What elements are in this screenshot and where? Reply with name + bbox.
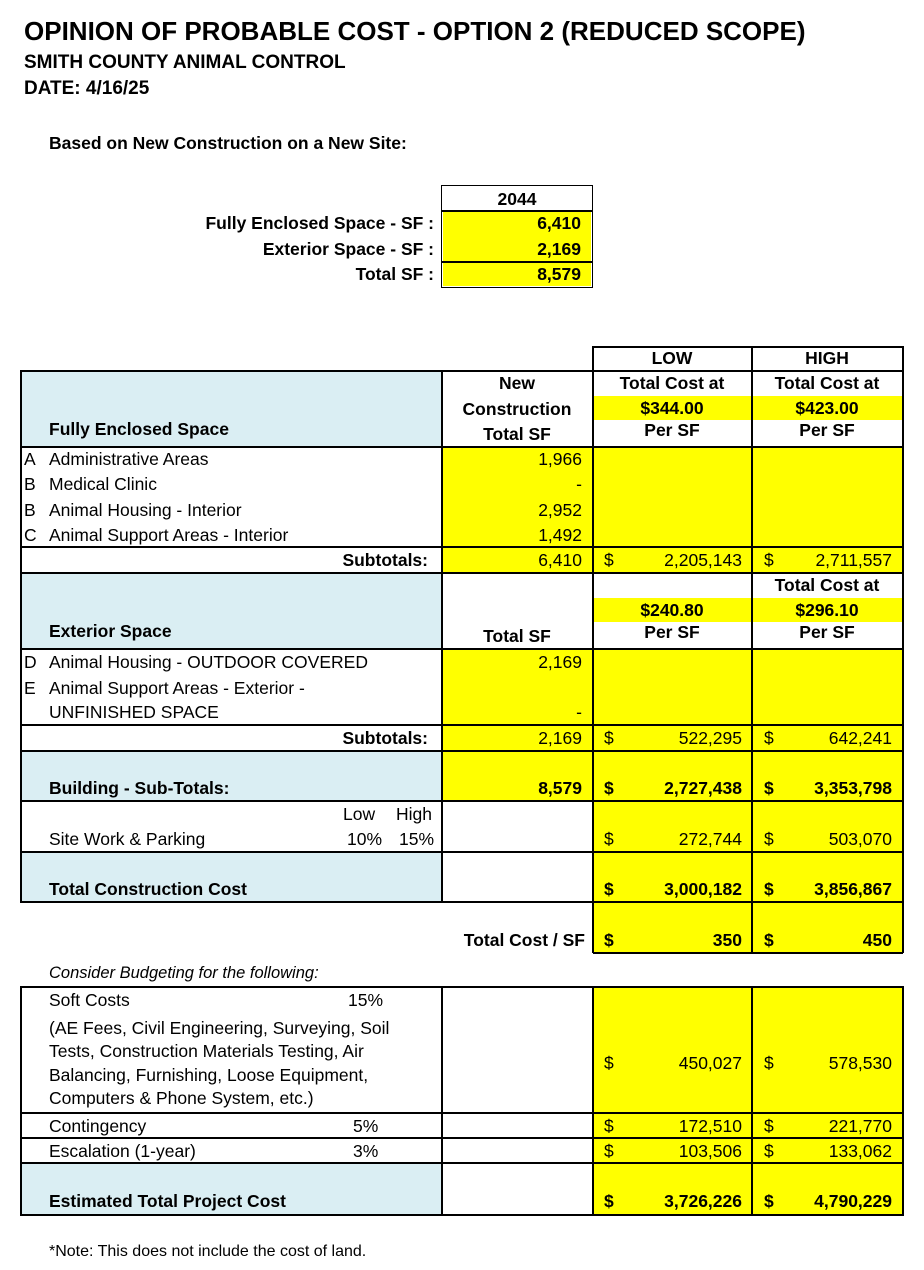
high-total-cost-at: Total Cost at bbox=[774, 373, 880, 393]
enclosed-row-label: Animal Support Areas - Interior bbox=[49, 525, 289, 545]
currency-symbol: $ bbox=[604, 1141, 614, 1161]
enclosed-subtotal-label: Subtotals: bbox=[342, 550, 428, 570]
exterior-row-label: Animal Housing - OUTDOOR COVERED bbox=[49, 652, 368, 672]
currency-symbol: $ bbox=[764, 1141, 774, 1161]
summary-value-total: 8,579 bbox=[537, 264, 581, 284]
enclosed-row-code: B bbox=[24, 500, 36, 520]
project-total-high: 4,790,229 bbox=[814, 1191, 892, 1211]
low-per-sf: Per SF bbox=[644, 420, 700, 440]
contingency-pct: 5% bbox=[353, 1116, 379, 1136]
escalation-label: Escalation (1-year) bbox=[49, 1141, 196, 1161]
exterior-high-rate: $296.10 bbox=[795, 600, 859, 620]
soft-costs-desc: Tests, Construction Materials Testing, Air bbox=[49, 1041, 364, 1061]
enclosed-row-code: C bbox=[24, 525, 37, 545]
enclosed-row-label: Administrative Areas bbox=[49, 449, 209, 469]
cost-per-sf-high: 450 bbox=[862, 930, 892, 950]
construction-total-label: Total Construction Cost bbox=[49, 879, 247, 899]
construction-label: Construction bbox=[462, 399, 572, 419]
budget-heading: Consider Budgeting for the following: bbox=[49, 964, 319, 982]
client-name: SMITH COUNTY ANIMAL CONTROL bbox=[24, 52, 346, 73]
enclosed-row-sf: 1,492 bbox=[538, 525, 582, 545]
enclosed-row-sf: 1,966 bbox=[538, 449, 582, 469]
summary-year: 2044 bbox=[497, 189, 537, 209]
currency-symbol: $ bbox=[604, 728, 614, 748]
exterior-high-per-sf: Per SF bbox=[799, 622, 855, 642]
currency-symbol: $ bbox=[764, 829, 774, 849]
high-rate: $423.00 bbox=[795, 398, 859, 418]
escalation-low: 103,506 bbox=[678, 1141, 742, 1161]
soft-costs-pct: 15% bbox=[348, 990, 384, 1010]
soft-costs-desc: (AE Fees, Civil Engineering, Surveying, Soil bbox=[49, 1018, 390, 1038]
summary-value-exterior: 2,169 bbox=[537, 239, 581, 259]
exterior-row-label: Animal Support Areas - Exterior - bbox=[49, 678, 305, 698]
building-subtotal-high: 3,353,798 bbox=[814, 778, 892, 798]
high-per-sf: Per SF bbox=[799, 420, 855, 440]
exterior-subtotal-sf: 2,169 bbox=[538, 728, 582, 748]
site-high-header: High bbox=[396, 804, 432, 824]
exterior-subtotal-low: 522,295 bbox=[678, 728, 742, 748]
footnote: *Note: This does not include the cost of land. bbox=[49, 1243, 367, 1260]
escalation-pct: 3% bbox=[353, 1141, 379, 1161]
basis-note: Based on New Construction on a New Site: bbox=[49, 133, 407, 153]
construction-total-low: 3,000,182 bbox=[664, 879, 742, 899]
cost-per-sf-low: 350 bbox=[712, 930, 742, 950]
currency-symbol: $ bbox=[604, 930, 614, 950]
currency-symbol: $ bbox=[764, 1053, 774, 1073]
enclosed-subtotal-high: 2,711,557 bbox=[815, 550, 892, 570]
summary-label-enclosed: Fully Enclosed Space - SF : bbox=[205, 213, 434, 233]
site-low-header: Low bbox=[343, 804, 376, 824]
construction-total-high: 3,856,867 bbox=[814, 879, 892, 899]
exterior-total-cost-at: Total Cost at bbox=[774, 575, 880, 595]
currency-symbol: $ bbox=[604, 1191, 614, 1211]
escalation-high: 133,062 bbox=[828, 1141, 892, 1161]
summary-value-enclosed: 6,410 bbox=[537, 213, 581, 233]
building-subtotal-label: Building - Sub-Totals: bbox=[49, 778, 230, 798]
page-title: OPINION OF PROBABLE COST - OPTION 2 (REDUCED SCOPE) bbox=[24, 16, 806, 46]
enclosed-subtotal-sf: 6,410 bbox=[538, 550, 582, 570]
enclosed-row-label: Medical Clinic bbox=[49, 474, 157, 494]
total-sf-label: Total SF bbox=[483, 424, 551, 444]
enclosed-row-code: A bbox=[24, 449, 36, 469]
currency-symbol: $ bbox=[764, 930, 774, 950]
enclosed-row-code: B bbox=[24, 474, 36, 494]
project-total-low: 3,726,226 bbox=[664, 1191, 742, 1211]
budget-highlight bbox=[593, 987, 903, 1215]
exterior-row-sf: - bbox=[576, 702, 582, 722]
enclosed-subtotal-low: 2,205,143 bbox=[664, 550, 742, 570]
soft-costs-desc: Balancing, Furnishing, Loose Equipment, bbox=[49, 1065, 369, 1085]
enclosed-row-label: Animal Housing - Interior bbox=[49, 500, 242, 520]
enclosed-row-sf: - bbox=[576, 474, 582, 494]
exterior-row-code: D bbox=[24, 652, 37, 672]
site-label: Site Work & Parking bbox=[49, 829, 206, 849]
currency-symbol: $ bbox=[604, 1116, 614, 1136]
building-subtotal-sf: 8,579 bbox=[538, 778, 582, 798]
currency-symbol: $ bbox=[764, 778, 774, 798]
soft-costs-low: 450,027 bbox=[678, 1053, 742, 1073]
low-total-cost-at: Total Cost at bbox=[619, 373, 725, 393]
enclosed-row-sf: 2,952 bbox=[538, 500, 582, 520]
site-high: 503,070 bbox=[828, 829, 892, 849]
currency-symbol: $ bbox=[764, 1191, 774, 1211]
exterior-subtotal-label: Subtotals: bbox=[342, 728, 428, 748]
exterior-low-rate: $240.80 bbox=[640, 600, 704, 620]
exterior-row-sf: 2,169 bbox=[538, 652, 582, 672]
contingency-low: 172,510 bbox=[678, 1116, 742, 1136]
currency-symbol: $ bbox=[604, 778, 614, 798]
soft-costs-high: 578,530 bbox=[828, 1053, 892, 1073]
cost-per-sf-label: Total Cost / SF bbox=[463, 930, 585, 950]
project-total-label: Estimated Total Project Cost bbox=[49, 1191, 286, 1211]
currency-symbol: $ bbox=[604, 879, 614, 899]
summary-label-total: Total SF : bbox=[355, 264, 434, 284]
soft-costs-desc: Computers & Phone System, etc.) bbox=[49, 1088, 314, 1108]
site-low-pct: 10% bbox=[347, 829, 383, 849]
site-low: 272,744 bbox=[678, 829, 742, 849]
currency-symbol: $ bbox=[764, 879, 774, 899]
high-header: HIGH bbox=[805, 348, 849, 368]
contingency-label: Contingency bbox=[49, 1116, 147, 1136]
exterior-subtotal-high: 642,241 bbox=[828, 728, 892, 748]
exterior-low-per-sf: Per SF bbox=[644, 622, 700, 642]
report-date: DATE: 4/16/25 bbox=[24, 78, 150, 99]
currency-symbol: $ bbox=[764, 728, 774, 748]
exterior-row-code: E bbox=[24, 678, 36, 698]
exterior-row-label-line2: UNFINISHED SPACE bbox=[49, 702, 219, 722]
currency-symbol: $ bbox=[604, 829, 614, 849]
building-subtotal-low: 2,727,438 bbox=[664, 778, 742, 798]
summary-label-exterior: Exterior Space - SF : bbox=[262, 239, 434, 259]
new-label: New bbox=[499, 373, 535, 393]
exterior-total-sf-label: Total SF bbox=[483, 626, 551, 646]
site-high-pct: 15% bbox=[399, 829, 435, 849]
currency-symbol: $ bbox=[764, 1116, 774, 1136]
soft-costs-label: Soft Costs bbox=[49, 990, 130, 1010]
contingency-high: 221,770 bbox=[828, 1116, 892, 1136]
currency-symbol: $ bbox=[604, 550, 614, 570]
low-rate: $344.00 bbox=[640, 398, 704, 418]
currency-symbol: $ bbox=[764, 550, 774, 570]
currency-symbol: $ bbox=[604, 1053, 614, 1073]
low-header: LOW bbox=[651, 348, 693, 368]
exterior-heading: Exterior Space bbox=[49, 621, 172, 641]
enclosed-heading: Fully Enclosed Space bbox=[49, 419, 229, 439]
